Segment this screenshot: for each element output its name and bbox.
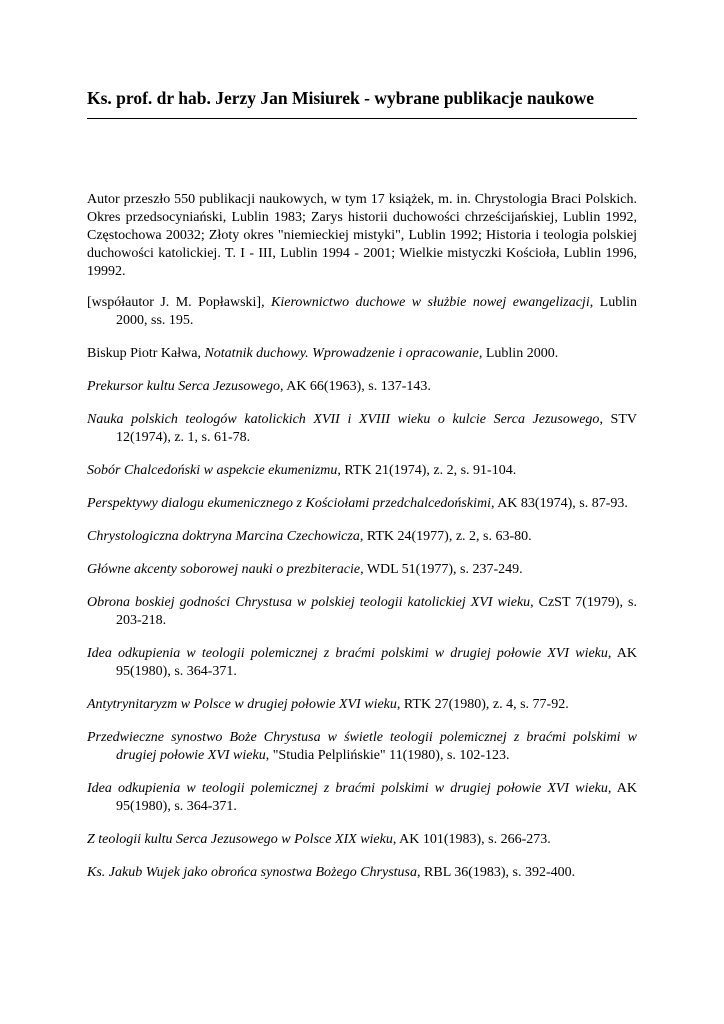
page-title: Ks. prof. dr hab. Jerzy Jan Misiurek - wybrane publikacje naukowe [87, 88, 595, 108]
entry-details: , RBL 36(1983), s. 392-400. [417, 865, 576, 880]
entry-title: Prekursor kultu Serca Jezusowego [87, 379, 280, 394]
publication-entry [87, 864, 637, 882]
document-body [87, 191, 637, 897]
publication-entry [87, 345, 637, 363]
entry-title: Chrystologiczna doktryna Marcina Czechowicza [87, 529, 360, 544]
entry-details: , AK 66(1963), s. 137-143. [279, 379, 431, 394]
entry-details: , AK 95(1980), s. 364-371. [116, 646, 637, 679]
publication-entry [87, 831, 637, 849]
entry-title: Ks. Jakub Wujek jako obrońca synostwa Bożego Chrystusa [87, 865, 418, 880]
entry-title: Główne akcenty soborowej nauki o prezbiteracie [87, 562, 361, 577]
publication-entry [87, 645, 637, 681]
entry-title: Notatnik duchowy. Wprowadzenie i opracowanie [204, 346, 479, 361]
entry-details: , WDL 51(1977), s. 237-249. [360, 562, 523, 577]
entry-details: , AK 101(1983), s. 266-273. [392, 832, 551, 847]
entry-details: , STV 12(1974), z. 1, s. 61-78. [116, 412, 638, 445]
entry-title: Obrona boskiej godności Chrystusa w polskiej teologii katolickiej XVI wieku [87, 595, 531, 610]
entry-title: Perspektywy dialogu ekumenicznego z Kościołami przedchalcedońskimi [87, 496, 491, 511]
entry-title: Idea odkupienia w teologii polemicznej z braćmi polskimi w drugiej połowie XVI wieku [87, 646, 608, 661]
entry-details: , Lublin 2000, ss. 195. [116, 295, 637, 328]
publication-entry [87, 294, 637, 330]
publication-entry [87, 594, 637, 630]
publication-entry [87, 729, 637, 765]
entry-details: , "Studia Pelplińskie" 11(1980), s. 102-123. [265, 748, 510, 763]
entry-details: , RTK 27(1980), z. 4, s. 77-92. [396, 697, 569, 712]
publication-entry [87, 462, 637, 480]
entry-title: Kierownictwo duchowe w służbie nowej ewangelizacji [271, 295, 590, 310]
entry-title: Nauka polskich teologów katolickich XVII i XVIII wieku o kulcie Serca Jezusowego [87, 412, 600, 427]
entry-details: , Lublin 2000. [478, 346, 559, 361]
publication-entry [87, 495, 637, 513]
entry-title: Antytrynitaryzm w Polsce w drugiej połowie XVI wieku [87, 697, 397, 712]
entry-title: Sobór Chalcedoński w aspekcie ekumenizmu [87, 463, 338, 478]
publication-entry [87, 528, 637, 546]
entry-details: , AK 95(1980), s. 364-371. [116, 781, 637, 814]
author-intro-paragraph: Autor przeszło 550 publikacji naukowych, w tym 17 książek, m. in. Chrystologia Braci Polskich. Okres przedsocyniański, Lublin 1983; Zarys historii duchowości chrześcijańskiej, Lublin 1992, Częstochowa 20032; Złoty okres "niemieckiej mistyki", Lublin 1992; Historia i teologia polskiej duchowości katolickiej. T. I - III, Lublin 1994 - 2001; Wielkie mistyczki Kościoła, Lublin 1996, 19992. [87, 192, 637, 279]
publication-entry [87, 780, 637, 816]
entry-details: , CzST 7(1979), s. 203-218. [116, 595, 637, 628]
entry-details: , RTK 24(1977), z. 2, s. 63-80. [359, 529, 532, 544]
publication-entry [87, 378, 637, 396]
publication-entry [87, 411, 637, 447]
title-divider [87, 118, 637, 119]
publication-entry [87, 561, 637, 579]
entry-title: Idea odkupienia w teologii polemicznej z braćmi polskimi w drugiej połowie XVI wieku [87, 781, 608, 796]
entry-prefix: [współautor J. M. Popławski], [87, 295, 272, 310]
entry-title: Przedwieczne synostwo Boże Chrystusa w świetle teologii polemicznej z braćmi polskimi w drugiej połowie XVI wieku [87, 730, 637, 763]
entry-details: , AK 83(1974), s. 87-93. [490, 496, 628, 511]
entry-details: , RTK 21(1974), z. 2, s. 91-104. [337, 463, 517, 478]
publication-entry [87, 696, 637, 714]
entry-prefix: Biskup Piotr Kałwa, [87, 346, 205, 361]
entry-title: Z teologii kultu Serca Jezusowego w Polsce XIX wieku [87, 832, 393, 847]
